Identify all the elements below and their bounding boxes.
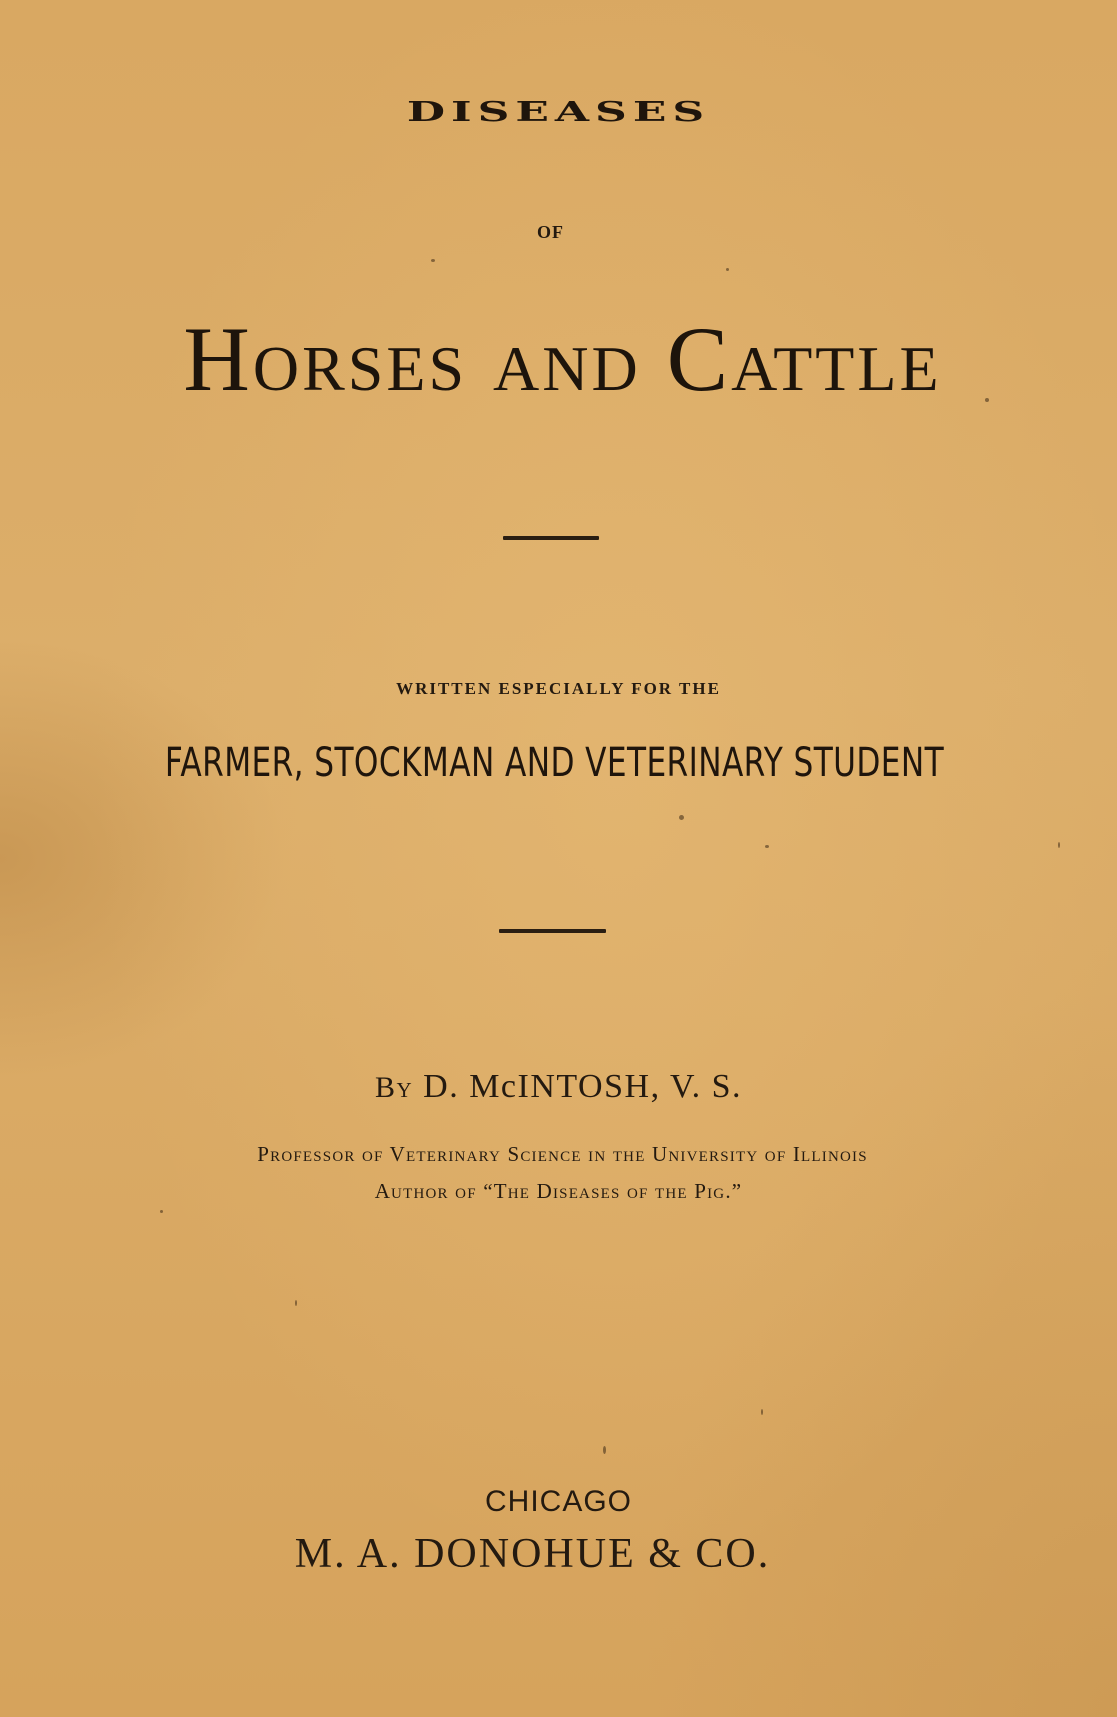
paper-speck [761, 1409, 763, 1415]
paper-speck [765, 845, 769, 848]
heading-diseases: DISEASES [406, 96, 711, 128]
paper-speck [1058, 842, 1060, 848]
divider-rule-bottom [499, 929, 606, 933]
paper-speck [726, 268, 729, 271]
paper-speck [295, 1300, 297, 1306]
audience-line: FARMER, STOCKMAN AND VETERINARY STUDENT [164, 740, 945, 786]
author-credential-other-work: Author of “The Diseases of the Pig.” [374, 1179, 743, 1203]
imprint-publisher: M. A. DONOHUE & CO. [294, 1531, 771, 1577]
paper-speck [431, 259, 435, 262]
book-title: Horses and Cattle [183, 308, 942, 410]
author-by: By [374, 1071, 414, 1104]
paper-speck [603, 1446, 606, 1454]
author-credential-professor: Professor of Veterinary Science in the University of Illinois [257, 1142, 868, 1166]
written-for-line: WRITTEN ESPECIALLY FOR THE [396, 679, 721, 698]
divider-rule-top [503, 536, 599, 540]
author-line [0, 1068, 1117, 1106]
author-name: D. McINTOSH, V. S. [423, 1068, 743, 1105]
paper-speck [985, 398, 989, 402]
paper-speck [679, 815, 684, 820]
paper-speck [160, 1210, 163, 1213]
heading-of: OF [537, 222, 564, 242]
imprint-city: CHICAGO [484, 1485, 632, 1518]
